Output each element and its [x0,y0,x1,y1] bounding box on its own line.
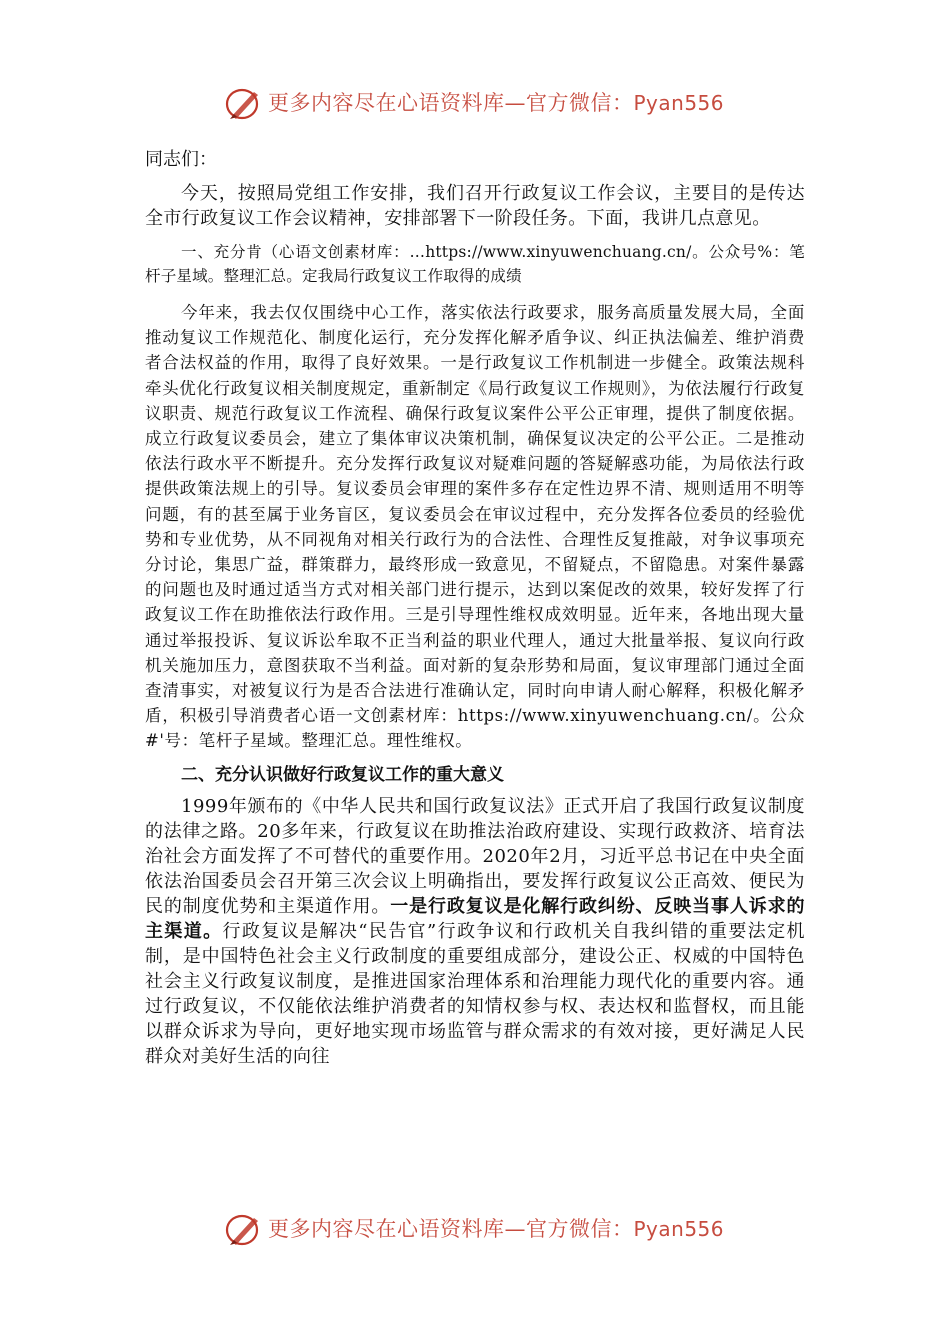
pen-logo-icon [224,1212,264,1248]
section1-heading: 一、充分肯（心语文创素材库：…https://www.xinyuwenchuang.cn/。公众号%：笔杆子星域。整理汇总。定我局行政复议工作取得的成绩 [145,243,805,285]
wechat-account: Pyan556 [633,1217,725,1241]
document-body [145,147,805,1069]
intro-paragraph: 今天，按照局党组工作安排，我们召开行政复议工作会议，主要目的是传达全市行政复议工作会议精神，安排部署下一阶段任务。下面，我讲几点意见。 [145,183,805,229]
salutation: 同志们： [145,149,217,170]
watermark-banner-bottom [0,1208,950,1252]
section2-text-before: 1999年颁布的《中华人民共和国行政复议法》正式开启了我国行政复议制度的法律之路。20多年来，行政复议在助推法治政府建设、实现行政救济、培育法治社会方面发挥了不可替代的重要作用。2020年2月，习近平总书记在中央全面依法治国委员会召开第三次会议上明确指出，要发挥行政复议公正高效、便民为民的制度优势和主渠道作用。 [145,795,805,917]
section2-text-after: 行政复议是解决“民告官”行政争议和行政机关自我纠错的重要法定机制，是中国特色社会主义行政制度的重要组成部分，建设公正、权威的中国特色社会主义行政复议制度，是推进国家治理体系和治理能力现代化的重要内容。通过行政复议，不仅能依法维护消费者的知情权参与权、表达权和监督权，而且能以群众诉求为导向，更好地实现市场监管与群众需求的有效对接，更好满足人民群众对美好生活的向往 [145,920,806,1067]
watermark-banner-top [0,82,950,126]
watermark-text: 更多内容尽在心语资料库—官方微信：Pyan556 [268,91,725,115]
section2-heading: 二、充分认识做好行政复议工作的重大意义 [181,764,504,785]
wechat-account: Pyan556 [633,91,725,115]
pen-logo-icon [224,86,264,122]
watermark-text: 更多内容尽在心语资料库—官方微信：Pyan556 [268,1217,725,1241]
section1-body: 今年来，我去仅仅围绕中心工作，落实依法行政要求，服务高质量发展大局，全面推动复议工作规范化、制度化运行，充分发挥化解矛盾争议、纠正执法偏差、维护消费者合法权益的作用，取得了良好效果。一是行政复议工作机制进一步健全。政策法规科牵头优化行政复议相关制度规定，重新制定《局行政复议工作规则》，为依法履行行政复议职责、规范行政复议工作流程、确保行政复议案件公平公正审理，提供了制度依据。成立行政复议委员会，建立了集体审议决策机制，确保复议决定的公平公正。二是推动依法行政水平不断提升。充分发挥行政复议对疑难问题的答疑解惑功能，为局依法行政提供政策法规上的引导。复议委员会审理的案件多存在定性边界不清、规则适用不明等问题，有的甚至属于业务盲区，复议委员会在审议过程中，充分发挥各位委员的经验优势和专业优势，从不同视角对相关行政行为的合法性、合理性反复推敲，对争议事项充分讨论，集思广益，群策群力，最终形成一致意见，不留疑点，不留隐患。对案件暴露的问题也及时通过适当方式对相关部门进行提示，达到以案促改的效果，较好发挥了行政复议工作在助推依法行政作用。三是引导理性维权成效明显。近年来，各地出现大量通过举报投诉、复议诉讼牟取不正当利益的职业代理人，通过大批量举报、复议向行政机关施加压力，意图获取不当利益。面对新的复杂形势和局面，复议审理部门通过全面查清事实，对被复议行为是否合法进行准确认定，同时向申请人耐心解释，积极化解矛盾，积极引导消费者心语一文创素材库：https://www.xinyuwenchuang.cn/。公众#'号：笔杆子星域。整理汇总。理性维权。 [145,303,805,751]
section2-bold-point: 一是行政复议是化解行政纠纷、反映当事人诉求的主渠道。 [145,895,805,942]
section2-body [145,794,805,1069]
